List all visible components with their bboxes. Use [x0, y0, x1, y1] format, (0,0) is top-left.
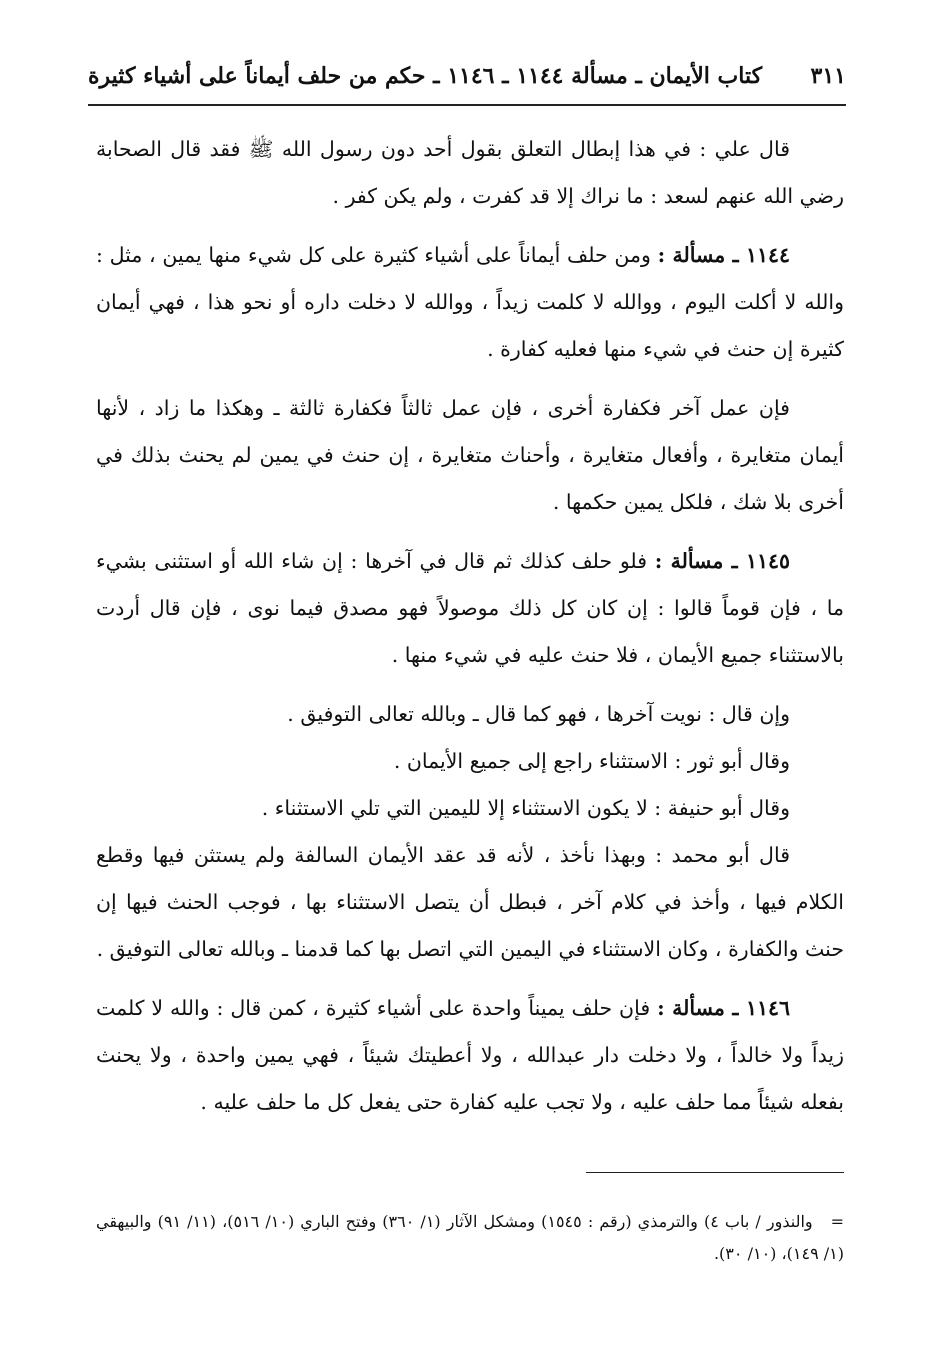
page-number: ٣١١	[810, 63, 846, 89]
header-rule	[88, 104, 846, 106]
footnote-rule	[586, 1172, 844, 1173]
paragraph: فإن عمل آخر فكفارة أخرى ، فإن عمل ثالثاً فكفارة ثالثة ـ وهكذا ما زاد ، لأنها أيمان متغايرة ، وأفعال متغايرة ، وأحناث متغايرة ، إن حنث في يمين لم يحنث بذلك في أخرى بلا شك ، فلكل يمين حكمها .	[96, 396, 844, 514]
masala-number: ١١٤٦ ـ مسألة :	[657, 996, 790, 1020]
footnote-marker: =	[830, 1212, 845, 1231]
footnote-text: والنذور / باب ٤) والترمذي (رقم : ١٥٤٥) ومشكل الآثار (١/ ٣٦٠) وفتح الباري (١٠/ ٥١٦)، (١١/ ٩١) والبيهقي (١/ ١٤٩)، (١٠/ ٣٠).	[96, 1212, 844, 1263]
masala-paragraph-1146: ١١٤٦ ـ مسألة : فإن حلف يميناً واحدة على أشياء كثيرة ، كمن قال : والله لا كلمت زيداً ولا خالداً ، ولا دخلت دار عبدالله ، ولا أعطيتك شيئاً ، فهي يمين واحدة ، ولا يحنث بفعله شيئاً مما حلف عليه ، ولا تجب عليه كفارة حتى يفعل كل ما حلف عليه .	[96, 996, 844, 1114]
masala-number: ١١٤٥ ـ مسألة :	[654, 549, 790, 573]
footnote	[96, 1206, 844, 1270]
masala-paragraph-1145: ١١٤٥ ـ مسألة : فلو حلف كذلك ثم قال في آخرها : إن شاء الله أو استثنى بشيء ما ، فإن قوماً قالوا : إن كان كل ذلك موصولاً فهو مصدق فيما نوى ، فإن قال أردت بالاستثناء جميع الأيمان ، فلا حنث عليه في شيء منها .	[96, 549, 844, 667]
paragraph: وإن قال : نويت آخرها ، فهو كما قال ـ وبالله تعالى التوفيق .	[287, 702, 790, 726]
header-title: كتاب الأيمان ـ مسألة ١١٤٤ ـ ١١٤٦ ـ حكم من حلف أيماناً على أشياء كثيرة	[88, 63, 763, 89]
paragraph: قال أبو محمد : وبهذا نأخذ ، لأنه قد عقد الأيمان السالفة ولم يستثن فيها وقطع الكلام فيها ، وأخذ في كلام آخر ، فبطل أن يتصل الاستثناء بها ، فوجب الحنث فيها إن حنث والكفارة ، وكان الاستثناء في اليمين التي اتصل بها كما قدمنا ـ وبالله تعالى التوفيق .	[96, 843, 844, 961]
paragraph: وقال أبو ثور : الاستثناء راجع إلى جميع الأيمان .	[393, 749, 790, 773]
masala-number: ١١٤٤ ـ مسألة :	[657, 243, 790, 267]
paragraph: وقال أبو حنيفة : لا يكون الاستثناء إلا لليمين التي تلي الاستثناء .	[261, 796, 790, 820]
masala-paragraph-1144: ١١٤٤ ـ مسألة : ومن حلف أيماناً على أشياء كثيرة على كل شيء منها يمين ، مثل : والله لا أكلت اليوم ، ووالله لا كلمت زيداً ، ووالله لا دخلت داره أو نحو هذا ، فهي أيمان كثيرة إن حنث في شيء منها فعليه كفارة .	[96, 243, 844, 361]
main-text	[96, 126, 844, 1138]
paragraph: قال علي : في هذا إبطال التعلق بقول أحد دون رسول الله ﷺ فقد قال الصحابة رضي الله عنهم لسعد : ما نراك إلا قد كفرت ، ولم يكن كفر .	[96, 137, 844, 208]
running-header	[88, 56, 846, 96]
